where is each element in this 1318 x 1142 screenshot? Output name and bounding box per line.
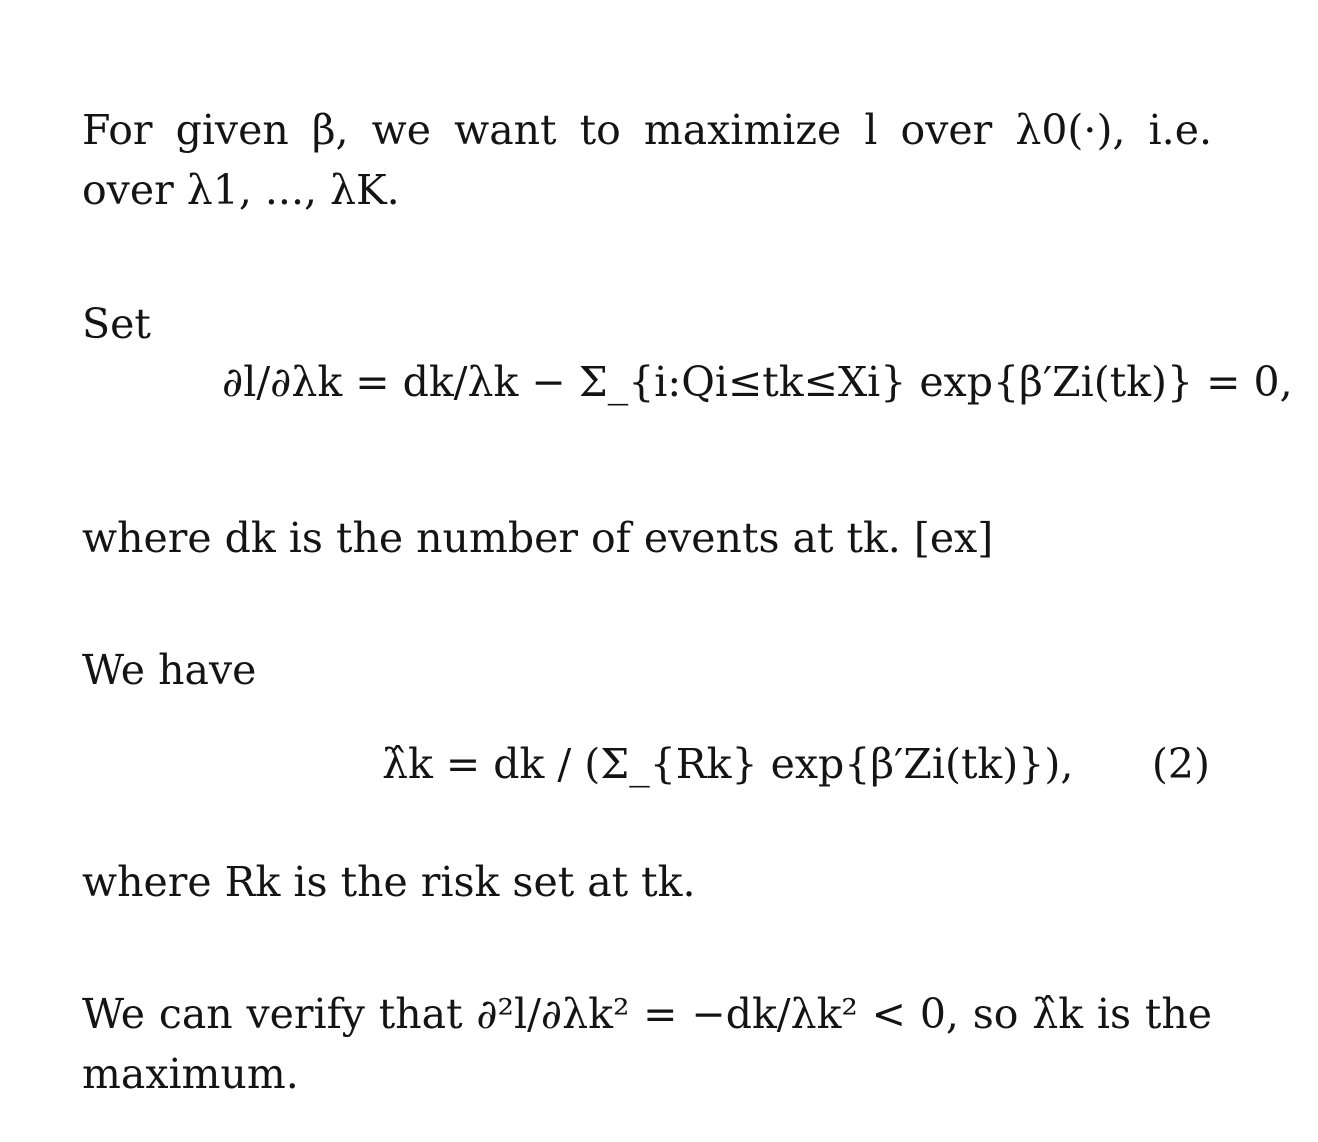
paragraph-where-dk <box>82 508 1212 568</box>
score-equation <box>222 358 1293 406</box>
paragraph-verify-text: We can verify that ∂²l/∂λk² = −dk/λk² < 0, so λ̂k is the maximum. <box>82 990 1212 1098</box>
paragraph-where-rk-text: where Rk is the risk set at tk. <box>82 858 696 906</box>
estimator-equation-text: λ̂k = dk / (Σ_{Rk} exp{β′Zi(tk)}), <box>382 740 1074 788</box>
score-equation-text: ∂l/∂λk = dk/λk − Σ_{i:Qi≤tk≤Xi} exp{β′Zi(tk)} = 0, <box>222 358 1293 406</box>
paragraph-set <box>82 294 1212 354</box>
paragraph-set-text: Set <box>82 300 151 348</box>
paragraph-we-have-text: We have <box>82 646 257 694</box>
paragraph-intro <box>82 100 1212 220</box>
equation-number-text: (2) <box>1151 740 1210 788</box>
estimator-equation <box>382 740 1073 788</box>
paragraph-where-dk-text: where dk is the number of events at tk. [ex] <box>82 514 994 562</box>
paragraph-where-rk <box>82 852 1212 912</box>
paragraph-verify <box>82 984 1212 1104</box>
paragraph-we-have <box>82 640 1212 700</box>
paragraph-intro-text: For given β, we want to maximize l over λ0(·), i.e. over λ1, ..., λK. <box>82 106 1212 214</box>
equation-number <box>1152 740 1210 788</box>
